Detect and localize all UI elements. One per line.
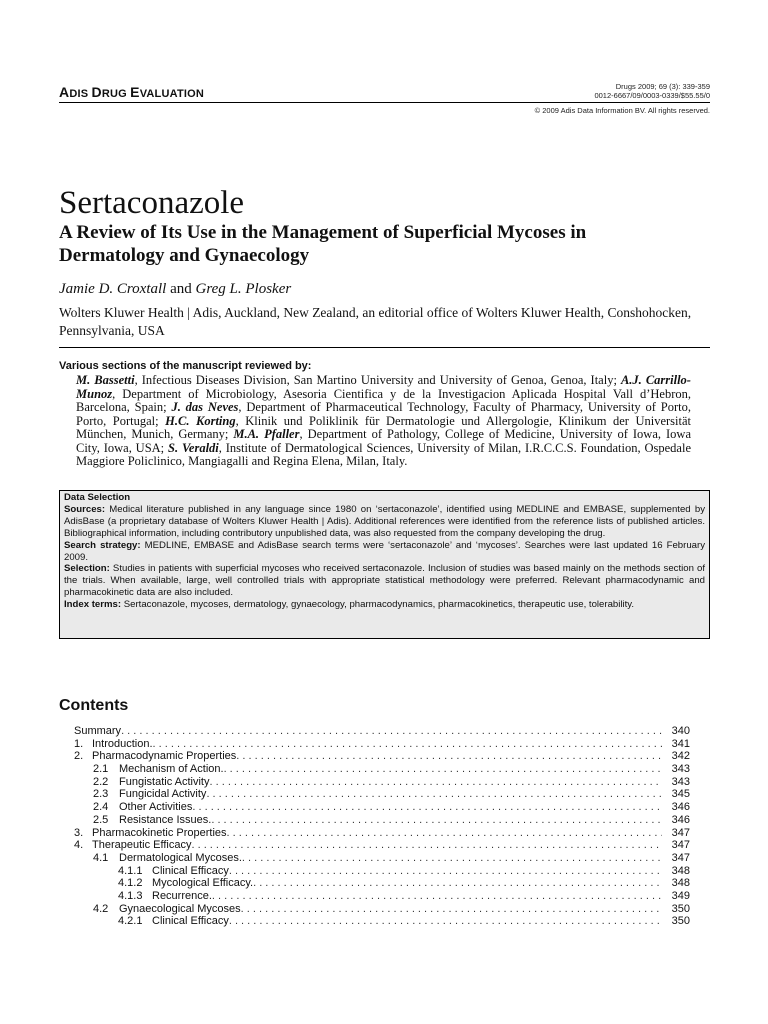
toc-dot-leader (224, 763, 662, 776)
toc-entry[interactable] (74, 738, 690, 751)
toc-entry-number: 2.3 (93, 788, 109, 801)
toc-entry-title: Recurrence. (152, 889, 212, 902)
toc-entry-number: 4.1.1 (118, 864, 143, 877)
toc-entry[interactable] (74, 827, 690, 840)
toc-entry-title: Pharmacokinetic Properties (92, 826, 227, 839)
toc-dot-leader (191, 839, 662, 852)
reviewers-heading: Various sections of the manuscript reviewed by: (59, 360, 312, 372)
toc-entry-number: 3. (74, 826, 84, 839)
toc-entry[interactable] (74, 839, 690, 852)
toc-entry-title: Fungistatic Activity (119, 775, 210, 788)
reviewer-name: S. Veraldi (168, 440, 219, 455)
toc-dot-leader (192, 801, 662, 814)
toc-dot-leader (229, 915, 662, 928)
toc-entry-number: 2.1 (93, 763, 109, 776)
reviewer-affiliation: , Department of Pathology, College of Medicine, University of Iowa, Iowa City, Iowa, USA; (76, 427, 692, 455)
toc-entry-number: 2.2 (93, 775, 109, 788)
article-title: Sertaconazole (59, 185, 245, 221)
toc-entry-page: 341 (671, 737, 690, 750)
toc-dot-leader (211, 814, 662, 827)
toc-entry-page: 343 (671, 763, 690, 776)
toc-entry[interactable] (74, 915, 690, 928)
toc-entry-page: 350 (671, 915, 690, 928)
author-2: Greg L. Plosker (195, 281, 292, 297)
article-subtitle: A Review of Its Use in the Management of Superficial Mycoses in Dermatology and Gynaecology (59, 222, 587, 266)
toc-entry[interactable] (74, 776, 690, 789)
reviewer-name: H.C. Korting (165, 413, 236, 428)
toc-dot-leader (153, 738, 662, 751)
toc-entry[interactable] (74, 903, 690, 916)
reviewer-affiliation: , Institute of Dermatological Sciences, University of Milan, I.R.C.C.S. Foundation, Ospedale Maggiore Policlinico, Mangiagalli and Regina Elena, Milan, Italy. (76, 440, 691, 468)
toc-entry-page: 347 (671, 839, 690, 852)
toc-entry-number: 4.2 (93, 902, 109, 915)
table-of-contents (74, 725, 690, 928)
reviewers-divider (59, 347, 710, 348)
toc-entry-title: Other Activities (119, 801, 193, 814)
toc-entry[interactable] (74, 763, 690, 776)
toc-entry[interactable] (74, 877, 690, 890)
contents-heading: Contents (59, 697, 129, 714)
toc-entry-page: 347 (671, 826, 690, 839)
toc-dot-leader (212, 890, 662, 903)
toc-dot-leader (206, 788, 662, 801)
toc-entry-page: 343 (671, 775, 690, 788)
toc-entry-page: 345 (671, 788, 690, 801)
toc-dot-leader (121, 725, 662, 738)
toc-entry-title: Resistance Issues. (119, 813, 212, 826)
toc-entry-title: Therapeutic Efficacy (92, 839, 192, 852)
toc-entry[interactable] (74, 788, 690, 801)
toc-dot-leader (227, 827, 662, 840)
toc-entry[interactable] (74, 814, 690, 827)
citation-line-1: Drugs 2009; 69 (3): 339-359 (615, 82, 710, 91)
selection-paragraph: Selection: Studies in patients with superficial mycoses who received sertaconazole. Inclusion of studies was based mainly on the methods section of the trials. When available, large, well controlled trials with appropriate statistical methodology were preferred. Relevant pharmacodynamic and pharmacokinetic data are also included. (64, 563, 705, 599)
copyright-notice: © 2009 Adis Data Information BV. All rights reserved. (534, 106, 710, 115)
toc-entry[interactable] (74, 801, 690, 814)
toc-dot-leader (236, 750, 662, 763)
toc-entry-title: Summary (74, 725, 122, 737)
toc-entry-title: Pharmacodynamic Properties (92, 750, 237, 763)
toc-entry-number: 2.4 (93, 801, 109, 814)
sources-paragraph: Sources: Medical literature published in any language since 1980 on ‘sertaconazole’, identified using MEDLINE and EMBASE, supplemented by AdisBase (a proprietary database of Wolters Kluwer Health | Adis). Additional references were identified from the reference lists of published articles. Bibliographical information, including contributory unpublished data, was also requested from the company developing the drug. (64, 503, 705, 539)
reviewer-affiliation: , Department of Microbiology, Asesoria Cientifica y de la Investigacion Aplicada Hospital Vall d’Hebron, Barcelona, Spain; (76, 386, 691, 414)
reviewer-affiliation: , Klinik und Poliklinik für Dermatologie und Allergologie, Klinikum der Universität München, Munich, Germany; (76, 413, 691, 441)
reviewer-affiliation: , Department of Pharmaceutical Technology, Faculty of Pharmacy, University of Porto, Porto, Portugal; (76, 400, 691, 428)
reviewer-name: M.A. Pfaller (233, 427, 300, 441)
toc-entry-title: Dermatological Mycoses. (119, 851, 242, 864)
toc-entry-title: Gynaecological Mycoses (119, 902, 241, 915)
toc-entry[interactable] (74, 750, 690, 763)
journal-citation (594, 82, 710, 100)
author-1: Jamie D. Croxtall (59, 281, 167, 297)
series-word-2: DRUG (91, 84, 131, 100)
author-joiner: and (166, 281, 196, 297)
toc-entry-title: Mechanism of Action. (119, 763, 224, 776)
search-strategy-paragraph: Search strategy: MEDLINE, EMBASE and AdisBase search terms were ‘sertaconazole’ and ‘mycoses’. Searches were last updated 16 February 2009. (64, 539, 705, 563)
journal-series-label (59, 84, 204, 100)
toc-entry-title: Mycological Efficacy. (152, 877, 254, 890)
toc-dot-leader (229, 865, 662, 878)
toc-entry-number: 1. (74, 737, 84, 750)
toc-entry-page: 340 (671, 725, 690, 737)
toc-entry[interactable] (74, 865, 690, 878)
author-line (59, 279, 291, 299)
reviewer-name: J. das Neves (171, 400, 239, 414)
toc-entry-number: 4.2.1 (118, 915, 143, 928)
toc-entry-page: 348 (671, 877, 690, 890)
toc-entry-title: Fungicidal Activity (119, 788, 207, 801)
toc-entry-number: 2.5 (93, 813, 109, 826)
data-selection-box (59, 490, 710, 639)
reviewer-name: A.J. Carrillo-Munoz (76, 373, 691, 401)
index-terms-paragraph: Index terms: Sertaconazole, mycoses, dermatology, gynaecology, pharmacodynamics, pharmacokinetics, therapeutic use, tolerability. (64, 599, 635, 611)
toc-entry-number: 4. (74, 839, 84, 852)
toc-entry-number: 4.1 (93, 851, 109, 864)
reviewer-name: M. Bassetti (76, 373, 135, 387)
series-word-1: ADIS (59, 84, 92, 100)
toc-entry-number: 4.1.2 (118, 877, 143, 890)
toc-entry-title: Clinical Efficacy (152, 864, 229, 877)
header-divider (59, 102, 710, 103)
toc-dot-leader (209, 776, 662, 789)
toc-entry[interactable] (74, 852, 690, 865)
toc-entry-page: 350 (671, 902, 690, 915)
citation-line-2: 0012-6667/09/0003-0339/$55.55/0 (594, 91, 710, 100)
toc-entry-page: 346 (671, 813, 690, 826)
toc-entry-number: 2. (74, 750, 84, 763)
series-word-3: EVALUATION (130, 84, 205, 100)
toc-dot-leader (242, 852, 662, 865)
data-selection-heading: Data Selection (64, 492, 131, 503)
toc-entry-title: Introduction. (92, 737, 153, 750)
toc-entry[interactable] (74, 890, 690, 903)
toc-entry[interactable] (74, 725, 690, 738)
toc-entry-number: 4.1.3 (118, 889, 143, 902)
reviewers-list (76, 374, 691, 469)
toc-entry-page: 348 (671, 864, 690, 877)
toc-entry-page: 347 (671, 851, 690, 864)
reviewer-affiliation: , Infectious Diseases Division, San Martino University and University of Genoa, Genoa, Italy; (134, 373, 621, 387)
toc-entry-title: Clinical Efficacy (152, 915, 229, 928)
author-affiliation: Wolters Kluwer Health | Adis, Auckland, New Zealand, an editorial office of Wolters Kluwer Health, Conshohocken, Pennsylvania, USA (59, 305, 692, 338)
toc-entry-page: 346 (671, 801, 690, 814)
toc-dot-leader (253, 877, 662, 890)
toc-dot-leader (241, 903, 662, 916)
toc-entry-page: 342 (671, 750, 690, 763)
toc-entry-page: 349 (671, 889, 690, 902)
